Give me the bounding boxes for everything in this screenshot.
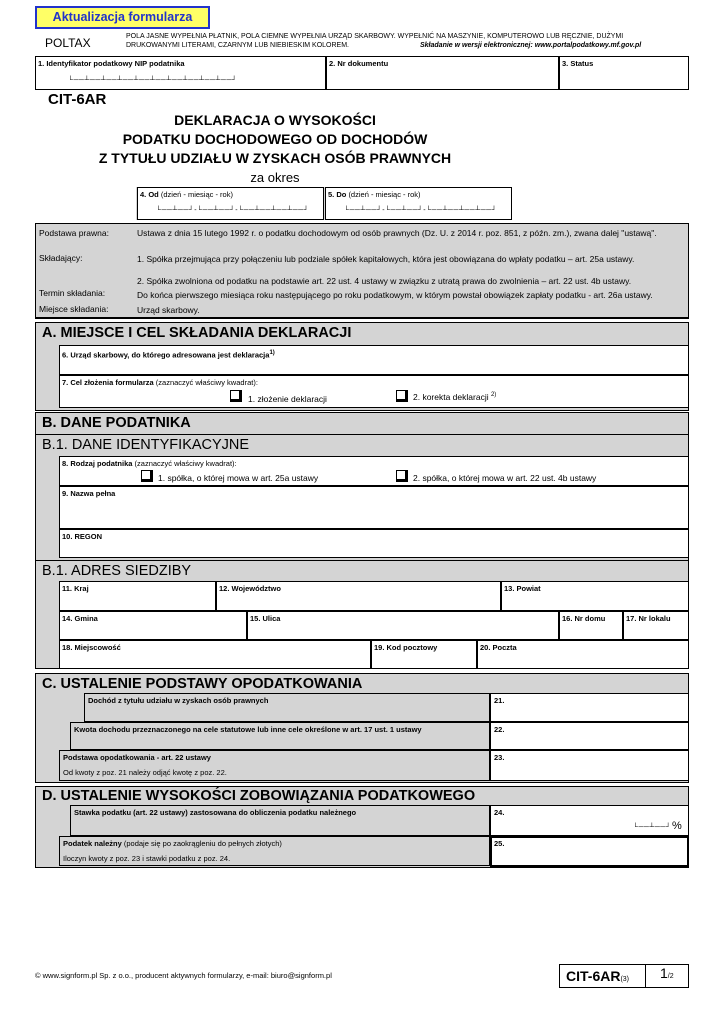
tax-due-row-hint: (podaje się po zaokrągleniu do pełnych złotych) bbox=[123, 839, 282, 848]
street-field[interactable] bbox=[247, 611, 559, 640]
municipality-label: 14. Gmina bbox=[62, 614, 98, 623]
filer-text-2: 2. Spółka zwolniona od podatku na podstawie art. 22 ust. 4 ustawy w związku z utratą prawa do zwolnienia – art. 22 ust. 4b ustawy. bbox=[137, 276, 632, 286]
tax-office-field[interactable] bbox=[59, 345, 689, 375]
section-a-title: A. MIEJSCE I CEL SKŁADANIA DEKLARACJI bbox=[42, 325, 352, 341]
period-from-field[interactable] bbox=[137, 187, 324, 220]
period-from-hint: (dzień - miesiąc - rok) bbox=[160, 190, 233, 199]
taxpayer-type-hint: (zaznaczyć właściwy kwadrat): bbox=[134, 459, 237, 468]
page-current: 1 bbox=[660, 965, 668, 981]
taxpayer-type-field bbox=[59, 456, 689, 486]
period-to-number: 5. Do bbox=[328, 190, 347, 199]
voivodeship-field[interactable] bbox=[216, 581, 501, 611]
period-from-label bbox=[140, 190, 233, 199]
copyright-footer: © www.signform.pl Sp. z o.o., producent aktywnych formularzy, e-mail: biuro@signform.pl bbox=[35, 971, 332, 980]
option-art22-label: 2. spółka, o której mowa w art. 22 ust. 4b ustawy bbox=[413, 473, 597, 483]
apartment-number-field[interactable] bbox=[623, 611, 689, 640]
tax-due-row-title: Podatek należny bbox=[63, 839, 122, 848]
checkbox-art25a[interactable] bbox=[141, 470, 153, 482]
update-form-button[interactable]: Aktualizacja formularza bbox=[35, 6, 210, 29]
house-number-field[interactable] bbox=[559, 611, 623, 640]
tax-base-amount-number: 23. bbox=[494, 753, 505, 762]
option-correction-text: 2. korekta deklaracji bbox=[413, 392, 489, 402]
section-b1-title: B.1. DANE IDENTYFIKACYJNE bbox=[42, 437, 250, 453]
checkbox-submission[interactable] bbox=[230, 390, 242, 402]
period-to-field[interactable] bbox=[325, 187, 512, 220]
place-text: Urząd skarbowy. bbox=[137, 305, 200, 315]
option-art25a-label: 1. spółka, o której mowa w art. 25a ustawy bbox=[158, 473, 319, 483]
form-purpose-label bbox=[62, 378, 258, 387]
section-d-title: D. USTALENIE WYSOKOŚCI ZOBOWIĄZANIA PODATKOWEGO bbox=[42, 788, 476, 804]
statutory-income-row-text: Kwota dochodu przeznaczonego na cele statutowe lub inne cele określone w art. 17 ust. 1 ustawy bbox=[74, 725, 422, 734]
taxpayer-type-label-text: 8. Rodzaj podatnika bbox=[62, 459, 133, 468]
tax-due-amount-field[interactable] bbox=[490, 836, 689, 867]
tax-base-amount-field[interactable] bbox=[490, 750, 689, 781]
period-label: za okres bbox=[250, 170, 300, 185]
tax-due-row-text bbox=[63, 839, 282, 848]
legal-basis-text: Ustawa z dnia 15 lutego 1992 r. o podatku dochodowym od osób prawnych (Dz. U. z 2014 r. poz. 851, z późn. zm.), zwana dalej "ustawą". bbox=[137, 228, 657, 238]
county-label: 13. Powiat bbox=[504, 584, 541, 593]
statutory-income-amount-number: 22. bbox=[494, 725, 505, 734]
income-amount-number: 21. bbox=[494, 696, 505, 705]
statutory-income-amount-field[interactable] bbox=[490, 722, 689, 750]
legal-basis-label: Podstawa prawna: bbox=[39, 228, 109, 238]
footer-form-version: (3) bbox=[620, 976, 630, 983]
income-row-label bbox=[84, 693, 490, 722]
legal-info-block bbox=[35, 223, 689, 319]
tax-due-row-hint2: Iloczyn kwoty z poz. 23 i stawki podatku z poz. 24. bbox=[63, 854, 231, 863]
form-purpose-hint: (zaznaczyć właściwy kwadrat): bbox=[155, 378, 258, 387]
section-b2-title: B.1. ADRES SIEDZIBY bbox=[42, 563, 192, 579]
voivodeship-label: 12. Województwo bbox=[219, 584, 281, 593]
postal-code-label: 19. Kod pocztowy bbox=[374, 643, 438, 652]
street-label: 15. Ulica bbox=[250, 614, 281, 623]
house-number-label: 16. Nr domu bbox=[562, 614, 606, 623]
post-office-field[interactable] bbox=[477, 640, 689, 669]
postal-code-field[interactable] bbox=[371, 640, 477, 669]
county-field[interactable] bbox=[501, 581, 689, 611]
tax-base-row-label bbox=[59, 750, 490, 781]
percent-sign: % bbox=[672, 820, 682, 832]
filer-text-1: 1. Spółka przejmująca przy połączeniu lub podziale spółek kapitałowych, która jest obowiązana do wpłaty podatku – art. 25a ustawy. bbox=[137, 254, 635, 264]
period-to-label bbox=[328, 190, 421, 199]
nip-field[interactable] bbox=[35, 56, 326, 90]
period-to-boxes: └──┴──┘-└──┴──┘-└──┴──┴──┴──┘ bbox=[344, 207, 498, 214]
statutory-income-row-label bbox=[70, 722, 490, 750]
option-correction-label bbox=[413, 392, 496, 402]
income-row-text: Dochód z tytułu udziału w zyskach osób prawnych bbox=[88, 696, 269, 705]
tax-base-row-hint: Od kwoty z poz. 21 należy odjąć kwotę z poz. 22. bbox=[63, 768, 227, 777]
page-total: /2 bbox=[667, 973, 674, 980]
form-title-line2: PODATKU DOCHODOWEGO OD DOCHODÓW bbox=[122, 131, 428, 147]
correction-footnote: 2) bbox=[490, 392, 497, 399]
country-label: 11. Kraj bbox=[62, 584, 89, 593]
nip-boxes: └──┴──┴──┴──┴──┴──┴──┴──┴──┴──┘ bbox=[68, 77, 238, 84]
tax-rate-field[interactable] bbox=[490, 805, 689, 836]
option-submission-label: 1. złożenie deklaracji bbox=[248, 394, 327, 404]
period-from-boxes: └──┴──┘-└──┴──┘-└──┴──┴──┴──┘ bbox=[156, 207, 310, 214]
city-field[interactable] bbox=[59, 640, 371, 669]
municipality-field[interactable] bbox=[59, 611, 247, 640]
footer-form-code-text: CIT-6AR bbox=[566, 968, 621, 984]
tax-office-label bbox=[62, 349, 275, 360]
section-b-title: B. DANE PODATNIKA bbox=[42, 415, 191, 431]
city-label: 18. Miejscowość bbox=[62, 643, 121, 652]
tax-office-footnote: 1) bbox=[269, 350, 275, 356]
tax-due-row-label bbox=[59, 836, 490, 866]
period-from-number: 4. Od bbox=[140, 190, 159, 199]
tax-rate-row-text: Stawka podatku (art. 22 ustawy) zastosowana do obliczenia podatku należnego bbox=[74, 808, 357, 817]
tax-base-row-text: Podstawa opodatkowania - art. 22 ustawy bbox=[63, 753, 211, 762]
status-label: 3. Status bbox=[562, 59, 594, 68]
income-amount-field[interactable] bbox=[490, 693, 689, 722]
tax-office-label-text: 6. Urząd skarbowy, do którego adresowana jest deklaracja bbox=[62, 350, 270, 360]
tax-rate-boxes: └──┴──┘ bbox=[633, 824, 672, 831]
form-code: CIT-6AR bbox=[48, 91, 107, 108]
tax-due-amount-number: 25. bbox=[494, 839, 505, 848]
filer-label: Składający: bbox=[39, 253, 83, 263]
period-to-hint: (dzień - miesiąc - rok) bbox=[348, 190, 421, 199]
full-name-field[interactable] bbox=[59, 486, 689, 529]
section-c-title: C. USTALENIE PODSTAWY OPODATKOWANIA bbox=[42, 676, 363, 692]
tax-rate-row-label bbox=[70, 805, 490, 836]
regon-field[interactable] bbox=[59, 529, 689, 558]
page-number bbox=[660, 965, 674, 981]
form-title-line1: DEKLARACJA O WYSOKOŚCI bbox=[174, 112, 376, 128]
place-label: Miejsce składania: bbox=[39, 304, 109, 314]
deadline-text: Do końca pierwszego miesiąca roku następującego po roku podatkowym, w którym powstał obowiązek zapłaty podatku - art. 26a ustawy. bbox=[137, 290, 653, 300]
nip-label: 1. Identyfikator podatkowy NIP podatnika bbox=[38, 59, 185, 68]
deadline-label: Termin składania: bbox=[39, 288, 106, 298]
instructions-line1: POLA JASNE WYPEŁNIA PŁATNIK, POLA CIEMNE WYPEŁNIA URZĄD SKARBOWY. WYPEŁNIĆ NA MASZYNIE, KOMPUTEROWO LUB RĘCZNIE, DUŻYMI bbox=[126, 33, 624, 40]
form-purpose-label-text: 7. Cel złożenia formularza bbox=[62, 378, 154, 387]
tax-rate-number: 24. bbox=[494, 808, 505, 817]
country-field[interactable] bbox=[59, 581, 216, 611]
post-office-label: 20. Poczta bbox=[480, 643, 517, 652]
document-number-label: 2. Nr dokumentu bbox=[329, 59, 389, 68]
electronic-filing-note: Składanie w wersji elektronicznej: www.portalpodatkowy.mf.gov.pl bbox=[420, 42, 642, 49]
taxpayer-type-label bbox=[62, 459, 237, 468]
footer-form-code bbox=[566, 968, 629, 984]
instructions-line2: DRUKOWANYMI LITERAMI, CZARNYM LUB NIEBIESKIM KOLOREM. bbox=[126, 42, 349, 49]
checkbox-art22[interactable] bbox=[396, 470, 408, 482]
status-field bbox=[559, 56, 689, 90]
form-title-line3: Z TYTUŁU UDZIAŁU W ZYSKACH OSÓB PRAWNYCH bbox=[98, 150, 452, 166]
regon-label: 10. REGON bbox=[62, 532, 103, 541]
checkbox-correction[interactable] bbox=[396, 390, 408, 402]
full-name-label: 9. Nazwa pełna bbox=[62, 489, 116, 498]
apartment-number-label: 17. Nr lokalu bbox=[626, 614, 671, 623]
poltax-label: POLTAX bbox=[45, 36, 91, 50]
document-number-field bbox=[326, 56, 559, 90]
form-purpose-field bbox=[59, 375, 689, 408]
